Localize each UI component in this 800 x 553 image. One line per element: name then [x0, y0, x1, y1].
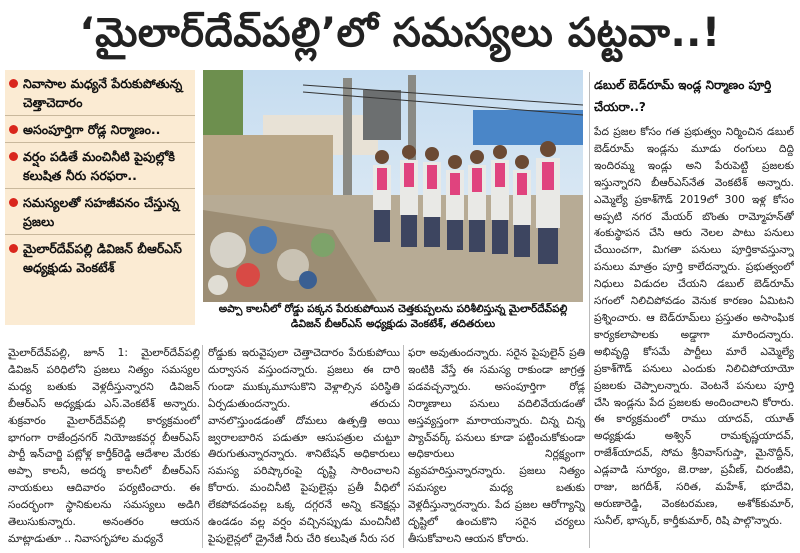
photo-illustration	[203, 70, 583, 302]
highlight-item	[5, 189, 195, 235]
highlight-text: మైలార్‌దేవ్‌పల్లి డివిజన్ బీఆర్ఎస్ అధ్యక్షుడు వెంకటేశ్	[23, 241, 182, 275]
highlight-text: వర్షం పడితే మంచినీటి పైపుల్లోకి కలుషిత నీరు సరఫరా..	[23, 149, 175, 183]
highlight-text: నివాసాల మధ్యనే పేరుకుపోతున్న చెత్తాచెదారం	[23, 76, 183, 110]
column-divider	[202, 345, 203, 548]
news-photo	[203, 70, 583, 302]
article-column-3	[408, 345, 585, 550]
highlight-item	[5, 143, 195, 189]
bullet-icon	[9, 152, 18, 161]
article-text: ఫరా అవుతుందన్నారు. సరైన పైపులైన్ ప్రతి ఇంటికి వేస్తే ఈ సమస్య రాకుండా జాగ్రత్త పడవచ్చన్నారు. అసంపూర్తిగా రోడ్ల నిర్మాణాలు పనులు వదిలివేయడంతో అస్తవ్యస్తంగా మారాయన్నారు. చిన్న చిన్న ప్యాచ్‌వర్క్ పనులు కూడా పట్టించుకోకుండా అధికారులు నిర్లక్ష్యంగా వ్యవహరిస్తున్నారన్నారు. ప్రజలు నిత్యం సమస్యల మధ్య బతుకు వెళ్లదీస్తున్నారన్నారు. పేద ప్రజల ఆరోగ్యాన్ని దృష్టిలో ఉంచుకొని సరైన చర్యలు తీసుకోవాలని ఆయన కోరారు.	[408, 347, 585, 545]
page-headline: ‘మైలార్‌దేవ్‌పల్లి’లో సమస్యలు పట్టవా..!	[79, 10, 721, 56]
bullet-icon	[9, 125, 18, 134]
highlights-box	[5, 70, 195, 325]
highlight-item	[5, 235, 195, 280]
article-text: పేద ప్రజల కోసం గత ప్రభుత్వం నిర్మించిన డబుల్ బెడ్‌రూమ్ ఇండ్లను మూడు రంగులు దిద్ది ఇందిరమ్మ ఇండ్లు అని పేరుపెట్టి ప్రజలకు ఇస్తున్నారని బీఆర్ఎస్‌నేత వెంకటేశ్ అన్నారు. ఎమ్మెల్యే ప్రకాశ్‌గౌడ్ 2019లో 300 ఇళ్ల కోసం అప్పటి నగర మేయర్ బొంతు రామ్మోహన్‌తో శంకుస్థాపన చేసి ఆరు నెలల పాటు పనులు చేయించగా, మిగతా పనులు పూర్తికావస్తున్నా పనులు మాత్రం పూర్తి కాలేదన్నారు. ప్రభుత్వంలో నిధులు విడుదల చేయని డబుల్ బెడ్‌రూమ్ సగంలో నిలిచిపోవడం వెనుక కారణం ఏమిటని ప్రశ్నించారు. ఆ బెడ్‌రూమ్‌లు ప్రస్తుతం అసాంఘిక కార్యకలాపాలకు అడ్డాగా మారిందన్నారు. అభివృద్ధి కోసమే పార్టీలు మారే ఎమ్మెల్యే ప్రకాశ్‌గౌడ్ పనులు ఎందుకు నిలిచిపోయాయో ప్రజలకు చెప్పాలన్నారు. వెంటనే పనులు పూర్తి చేసి ఇండ్లను పేద ప్రజలకు అందించాలని కోరారు. ఈ కార్యక్రమంలో రాము యాదవ్, యూత్ అధ్యక్షుడు అశ్విన్ రామకృష్ణయాదవ్, రాజేశ్‌యాదవ్, సోమ శ్రీనివాస్‌గుప్తా, మైనొద్దీన్, ఎడ్లవాడి సూర్యం, జె.రాజు, ప్రవీణ్, చిరంజీవి, రాజు, జగదీశ్, సరిత, మహేశ్, భూదేవి, అరుణారెడ్డి, వెంకటరమణ, అశోక్‌కుమార్, సునీల్, భాస్కర్, కార్తీకుమార్, రిషి పాల్గొన్నారు.	[594, 126, 794, 527]
bullet-icon	[9, 244, 18, 253]
bullet-icon	[9, 198, 18, 207]
article-column-2	[208, 345, 400, 550]
photo-caption: అప్పా కాలనీలో రోడ్డు పక్కన పేరుకుపోయిన చెత్తకుప్పలను పరిశీలిస్తున్న మైలార్‌దేవ్‌పల్లి డివిజన్ బీఆర్ఎస్ అధ్యక్షుడు వెంకటేశ్, తదితరులు	[218, 303, 568, 330]
column-divider	[403, 345, 404, 548]
article-column-1	[8, 345, 200, 550]
highlight-text: అసంపూర్తిగా రోడ్ల నిర్మాణం..	[23, 122, 161, 137]
highlight-item	[5, 116, 195, 143]
column-divider	[589, 72, 590, 548]
bullet-icon	[9, 79, 18, 88]
side-article-column	[594, 124, 794, 549]
side-subheading: డబుల్ బెడ్‌రూమ్ ఇండ్ల నిర్మాణం పూర్తి చేయరా..?	[594, 78, 772, 114]
article-text: రోడ్డుకు ఇరువైపులా చెత్తాచెదారం పేరుకుపోయి దుర్వాసన వస్తుందన్నారు. ప్రజలు ఈ దారి గుండా ముక్కుమూసుకొని వెళ్లాల్సిన పరిస్థితి ఏర్పడుతుందన్నారు. తరుచు వానలొస్తుండడంతో దోమలు ఉత్పత్తి అయి జ్వరాలబారిన పడుతూ ఆసుపత్రుల చుట్టూ తిరుగుతున్నారన్నారు. శానిటేషన్ అధికారులు సమస్య పరిష్కారంపై దృష్టి సారించాలని కోరారు. మంచినీటి పైపులైన్లు ప్రతీ వీధిలో లేకపోవడంవల్ల ఒక్క దగ్గరనే అన్ని కనెక్షన్లు ఉండడం వల్ల వర్షం వచ్చినప్పుడు మంచినీటి పైపులైన్లలో డ్రైనేజీ నీరు చేరి కలుషిత నీరు సర	[208, 347, 400, 545]
highlight-item	[5, 70, 195, 116]
article-text: మైలార్‌దేవ్‌పల్లి, జూన్ 1: మైలార్‌దేవ్‌పల్లి డివిజన్ పరిధిలోని ప్రజలు నిత్యం సమస్యల మధ్య బతుకు వెళ్లదీస్తున్నారని డివిజన్ బీఆర్ఎస్ అధ్యక్షుడు ఎస్.వెంకటేశ్ అన్నారు. శుక్రవారం మైలార్‌దేవ్‌పల్లి కార్యక్రమంలో భాగంగా రాజేంద్రనగర్ నియోజకవర్గ బీఆర్ఎస్ పార్టీ ఇన్‌చార్జి పట్లోళ్ల కార్తీక్‌రెడ్డి ఆదేశాల మేరకు అప్పా కాలనీ, అదర్శ కాలనీలో బీఆర్ఎస్ నాయకులు ఆదివారం పర్యటించారు. ఈ సందర్భంగా స్థానికులను సమస్యలు అడిగి తెలుసుకున్నారు. అనంతరం ఆయన మాట్లాడుతూ .. నివాసగృహాల మధ్యనే	[8, 347, 200, 545]
highlight-text: సమస్యలతో సహజీవనం చేస్తున్న ప్రజలు	[23, 195, 180, 229]
